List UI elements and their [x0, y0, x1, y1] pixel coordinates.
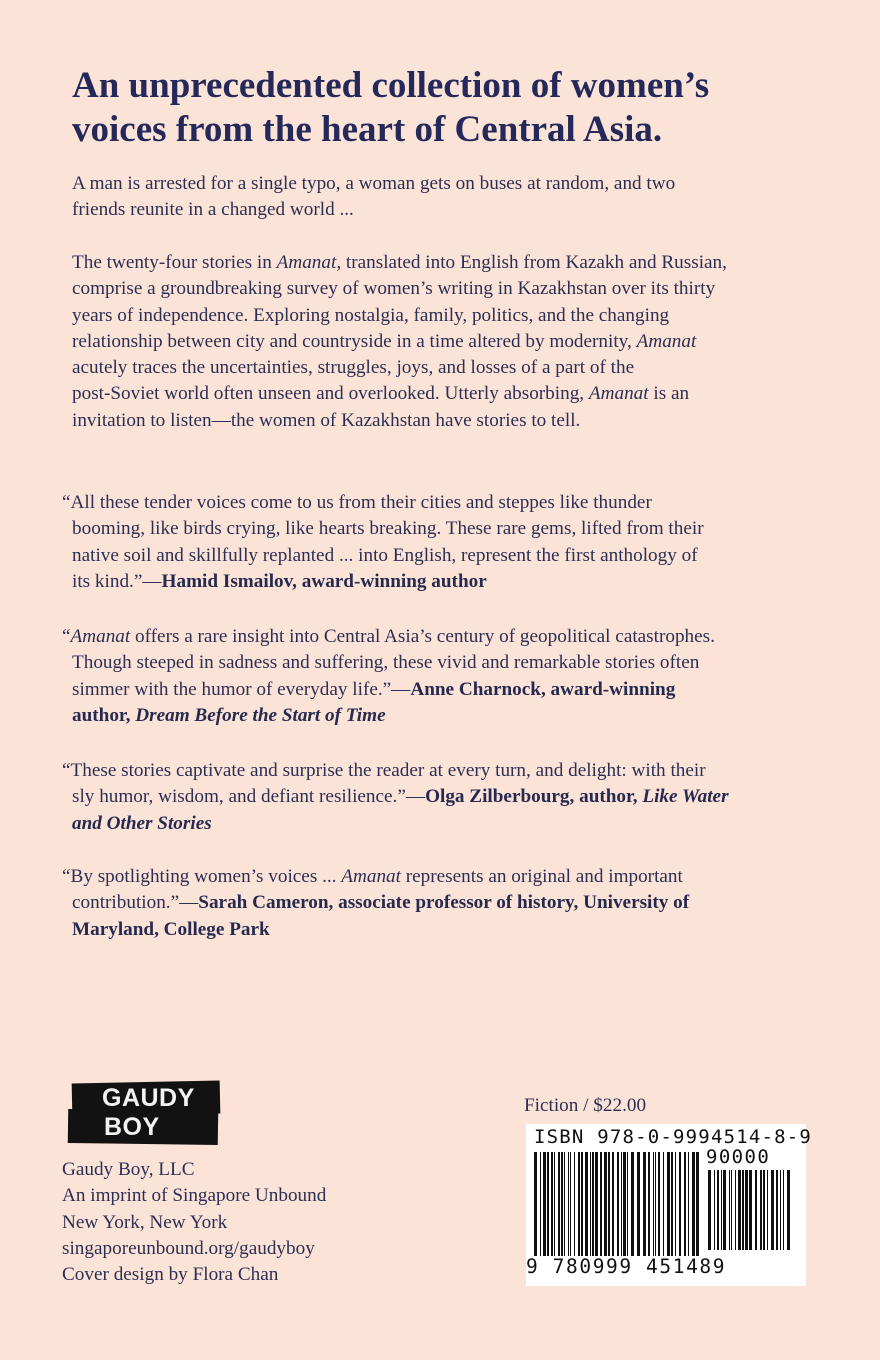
- blurb-cameron: [62, 864, 822, 943]
- barcode-bar: [558, 1152, 560, 1256]
- blurb-attribution: Hamid Ismailov, award-winning author: [161, 570, 487, 592]
- barcode-bar: [745, 1170, 748, 1250]
- blurb-text: represents an original and important: [400, 866, 683, 887]
- blurb-line: [62, 703, 822, 729]
- barcode-bar: [554, 1152, 555, 1256]
- barcode-bar: [671, 1152, 673, 1256]
- description-text: is an: [648, 383, 690, 405]
- barcode-bar: [617, 1152, 619, 1256]
- ean-bars: [534, 1152, 702, 1260]
- blurb-text: sly humor, wisdom, and defiant resilience.”—: [72, 786, 426, 808]
- description-line-5: acutely traces the uncertainties, struggles, joys, and losses of a part of the: [72, 357, 635, 379]
- logo-text-boy: BOY: [104, 1113, 160, 1141]
- intro-line-1: A man is arrested for a single typo, a woman gets on buses at random, and two: [72, 173, 676, 194]
- blurb-attribution: Maryland, College Park: [72, 918, 270, 940]
- barcode-bar: [561, 1152, 563, 1256]
- barcode-bar: [574, 1152, 575, 1256]
- addon-code: 90000: [706, 1146, 771, 1168]
- barcode-bar: [578, 1152, 580, 1256]
- cover-credit: Cover design by Flora Chan: [62, 1264, 279, 1286]
- barcode-bar: [749, 1170, 752, 1250]
- blurb-text: “: [62, 626, 71, 647]
- barcode-bar: [655, 1152, 656, 1256]
- blurb-text: its kind.”—: [72, 570, 162, 592]
- description-text: translated into English from Kazakh and Russian,: [341, 252, 727, 273]
- blurb-line: [62, 864, 822, 890]
- barcode-bar: [637, 1152, 640, 1256]
- blurb-text: simmer with the humor of everyday life.”—: [72, 678, 411, 700]
- barcode-bar: [653, 1152, 654, 1256]
- isbn-barcode: [526, 1124, 813, 1286]
- barcode-bar: [590, 1152, 591, 1256]
- barcode-bar: [568, 1152, 569, 1256]
- barcode-bar: [763, 1170, 765, 1250]
- barcode-bar: [688, 1152, 689, 1256]
- barcode-bar: [608, 1152, 610, 1256]
- description-line-3: years of independence. Exploring nostalgia, family, politics, and the changing: [72, 304, 670, 326]
- description-text: The twenty-four stories in: [72, 252, 277, 273]
- barcode-bar: [714, 1170, 715, 1250]
- barcode-bar: [780, 1170, 781, 1250]
- barcode-bar: [581, 1152, 583, 1256]
- barcode-bar: [696, 1152, 699, 1256]
- barcode-bar: [723, 1170, 726, 1250]
- description-text: post-Soviet world often unseen and overlooked. Utterly absorbing,: [72, 383, 589, 405]
- barcode-bar: [658, 1152, 660, 1256]
- blurb-line: [62, 917, 822, 943]
- publisher-name: Gaudy Boy, LLC: [62, 1159, 195, 1180]
- description-paragraph: [72, 250, 812, 434]
- headline-line-1: An unprecedented collection of women’s: [72, 65, 710, 106]
- barcode-bar: [648, 1152, 650, 1256]
- headline-line-2: voices from the heart of Central Asia.: [72, 109, 663, 150]
- blurb-line: booming, like birds crying, like hearts breaking. These rare gems, lifted from their: [72, 518, 704, 540]
- publisher-imprint: [62, 1157, 326, 1288]
- barcode-bar: [540, 1152, 541, 1256]
- barcode-bar: [684, 1152, 686, 1256]
- barcode-bar: [592, 1152, 594, 1256]
- barcode-bar: [547, 1152, 549, 1256]
- barcode-bar: [631, 1152, 634, 1256]
- description-line-1: [72, 250, 812, 276]
- addon-bars: [708, 1170, 798, 1252]
- blurb-charnock: [62, 624, 822, 729]
- barcode-bar: [776, 1170, 778, 1250]
- logo-text-gaudy: GAUDY: [102, 1084, 195, 1112]
- ean-digits: 9 780999 451489: [526, 1255, 727, 1278]
- book-title: Amanat,: [276, 252, 342, 273]
- blurb-attribution: Olga Zilberbourg, author,: [425, 786, 643, 808]
- barcode-bar: [675, 1152, 676, 1256]
- barcode-bar: [643, 1152, 646, 1256]
- blurb-attribution: Anne Charnock, award-winning: [410, 678, 676, 700]
- barcode-bar: [543, 1152, 546, 1256]
- isbn-label: ISBN 978-0-9994514-8-9: [534, 1126, 813, 1148]
- barcode-bar: [771, 1170, 774, 1250]
- intro-paragraph: [72, 171, 812, 224]
- barcode-bar: [721, 1170, 722, 1250]
- book-title: Amanat: [70, 626, 131, 647]
- blurb-ismailov: [62, 490, 822, 595]
- barcode-bar: [755, 1170, 757, 1250]
- gaudy-boy-logo: [68, 1080, 228, 1146]
- barcode-bar: [663, 1152, 664, 1256]
- description-line-7: invitation to listen—the women of Kazakhstan have stories to tell.: [72, 409, 581, 431]
- description-line-2: comprise a groundbreaking survey of women’s writing in Kazakhstan over its thirty: [72, 278, 716, 300]
- publisher-location: New York, New York: [62, 1211, 228, 1233]
- barcode-bar: [600, 1152, 602, 1256]
- publisher-url: singaporeunbound.org/gaudyboy: [62, 1237, 315, 1259]
- blurb-line: “These stories captivate and surprise the reader at every turn, and delight: with their: [62, 760, 706, 781]
- barcode-bar: [612, 1152, 614, 1256]
- blurb-line: [62, 890, 822, 916]
- blurb-line: [62, 811, 822, 837]
- attribution-work: Like Water: [642, 786, 729, 808]
- barcode-bar: [679, 1152, 681, 1256]
- blurb-attribution: author,: [72, 704, 136, 726]
- imprint-line: An imprint of Singapore Unbound: [62, 1185, 327, 1207]
- barcode-bar: [760, 1170, 762, 1250]
- barcode-bar: [787, 1170, 790, 1250]
- barcode-bar: [623, 1152, 626, 1256]
- barcode-bar: [534, 1152, 537, 1256]
- attribution-work: and Other Stories: [72, 812, 212, 834]
- barcode-bar: [564, 1152, 565, 1256]
- barcode-bar: [627, 1152, 628, 1256]
- barcode-bar: [604, 1152, 607, 1256]
- blurb-line: Though steeped in sadness and suffering, these vivid and remarkable stories often: [72, 652, 700, 674]
- barcode-bar: [742, 1170, 744, 1250]
- barcode-bar: [570, 1152, 571, 1256]
- genre-price: Fiction / $22.00: [524, 1095, 647, 1116]
- barcode-bar: [735, 1170, 736, 1250]
- book-title: Amanat: [341, 866, 401, 887]
- blurb-line: [62, 677, 822, 703]
- barcode-bar: [767, 1170, 768, 1250]
- attribution-work: Dream Before the Start of Time: [135, 704, 386, 726]
- blurb-attribution: Sarah Cameron, associate professor of history, University of: [198, 892, 690, 914]
- blurb-line: [62, 569, 822, 595]
- description-line-4: [72, 329, 812, 355]
- barcode-bar: [708, 1170, 711, 1250]
- blurb-text: “By spotlighting women’s voices ...: [62, 866, 342, 887]
- barcode-bar: [717, 1170, 719, 1250]
- barcode-bar: [621, 1152, 622, 1256]
- barcode-bar: [729, 1170, 730, 1250]
- barcode-bar: [731, 1170, 732, 1250]
- barcode-bar: [692, 1152, 695, 1256]
- description-text: relationship between city and countryside in a time altered by modernity,: [72, 330, 637, 352]
- blurb-line: [62, 624, 822, 650]
- barcode-bar: [667, 1152, 670, 1256]
- blurb-line: native soil and skillfully replanted ... into English, represent the first anthology of: [72, 544, 698, 566]
- blurb-zilberbourg: [62, 758, 822, 837]
- blurb-text: offers a rare insight into Central Asia’s century of geopolitical catastrophes.: [130, 626, 715, 647]
- description-line-6: [72, 381, 812, 407]
- blurb-line: [62, 784, 822, 810]
- blurb-line: “All these tender voices come to us from their cities and steppes like thunder: [62, 492, 652, 513]
- book-title: Amanat: [588, 383, 649, 405]
- barcode-bar: [585, 1152, 588, 1256]
- blurb-text: contribution.”—: [72, 892, 199, 914]
- book-title: Amanat: [636, 330, 697, 352]
- intro-line-2: friends reunite in a changed world ...: [72, 199, 354, 221]
- headline: [72, 64, 832, 152]
- barcode-bar: [551, 1152, 553, 1256]
- barcode-bar: [783, 1170, 784, 1250]
- barcode-bar: [595, 1152, 598, 1256]
- barcode-bar: [738, 1170, 741, 1250]
